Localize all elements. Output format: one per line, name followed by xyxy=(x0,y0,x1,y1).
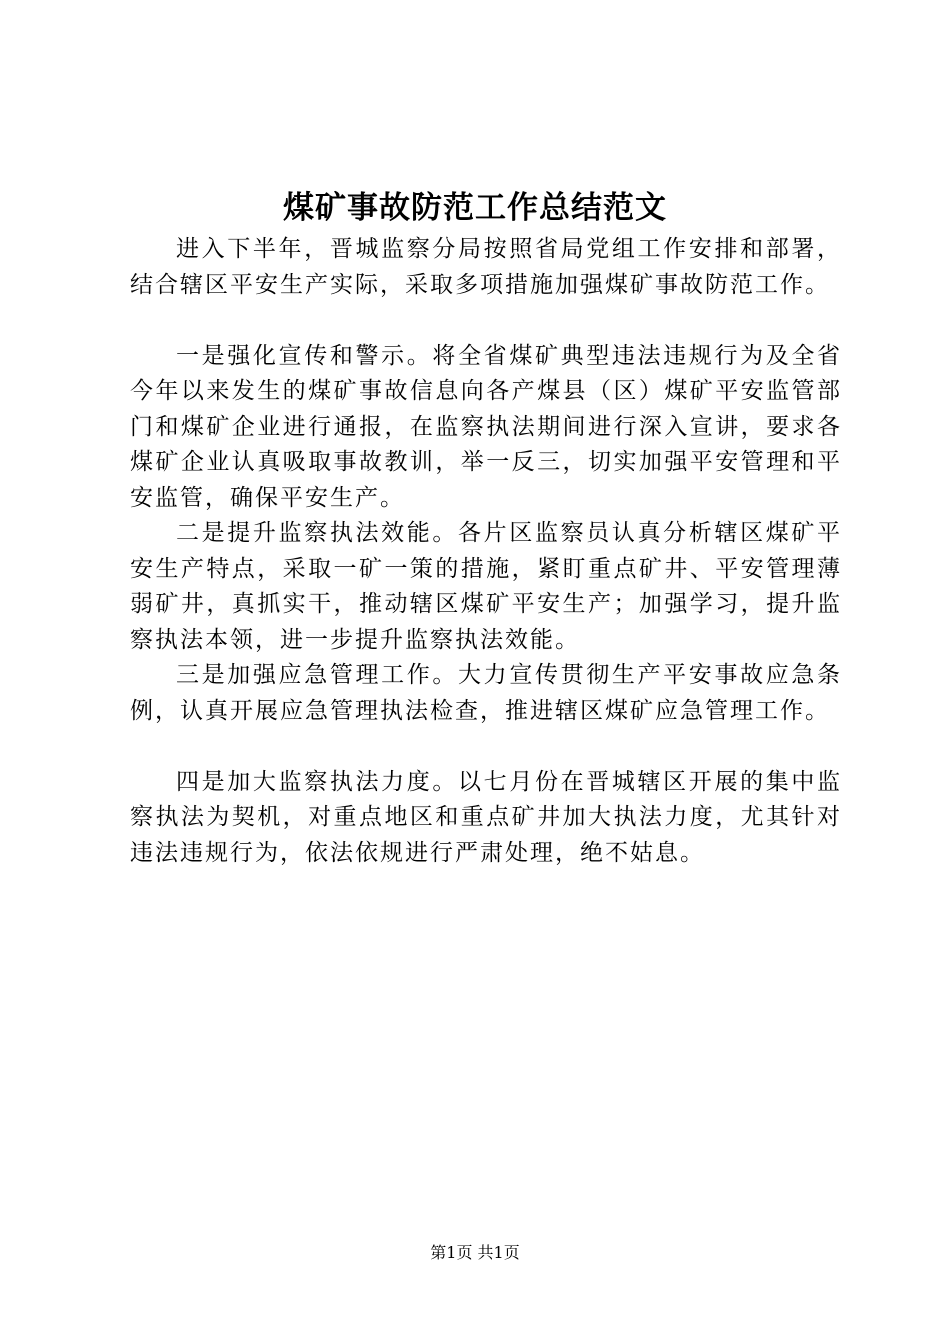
document-title: 煤矿事故防范工作总结范文 xyxy=(283,190,667,226)
paragraph-point-3: 三是加强应急管理工作。大力宣传贯彻生产平安事故应急条例，认真开展应急管理执法检查，推进辖区煤矿应急管理工作。 xyxy=(130,662,842,724)
paragraph-point-2: 二是提升监察执法效能。各片区监察员认真分析辖区煤矿平安生产特点，采取一矿一策的措施，紧盯重点矿井、平安管理薄弱矿井，真抓实干，推动辖区煤矿平安生产；加强学习，提升监察执法本领，进一步提升监察执法效能。 xyxy=(130,520,842,653)
paragraph-point-1: 一是强化宣传和警示。将全省煤矿典型违法违规行为及全省今年以来发生的煤矿事故信息向各产煤县（区）煤矿平安监管部门和煤矿企业进行通报，在监察执法期间进行深入宣讲，要求各煤矿企业认真吸取事故教训，举一反三，切实加强平安管理和平安监管，确保平安生产。 xyxy=(130,342,842,511)
document-body xyxy=(130,232,842,871)
paragraph-point-4: 四是加大监察执法力度。以七月份在晋城辖区开展的集中监察执法为契机，对重点地区和重点矿井加大执法力度，尤其针对违法违规行为，依法依规进行严肃处理，绝不姑息。 xyxy=(130,768,842,866)
paragraph-intro: 进入下半年，晋城监察分局按照省局党组工作安排和部署，结合辖区平安生产实际，采取多项措施加强煤矿事故防范工作。 xyxy=(130,236,842,298)
page-number-footer: 第1页 共1页 xyxy=(430,1243,520,1262)
